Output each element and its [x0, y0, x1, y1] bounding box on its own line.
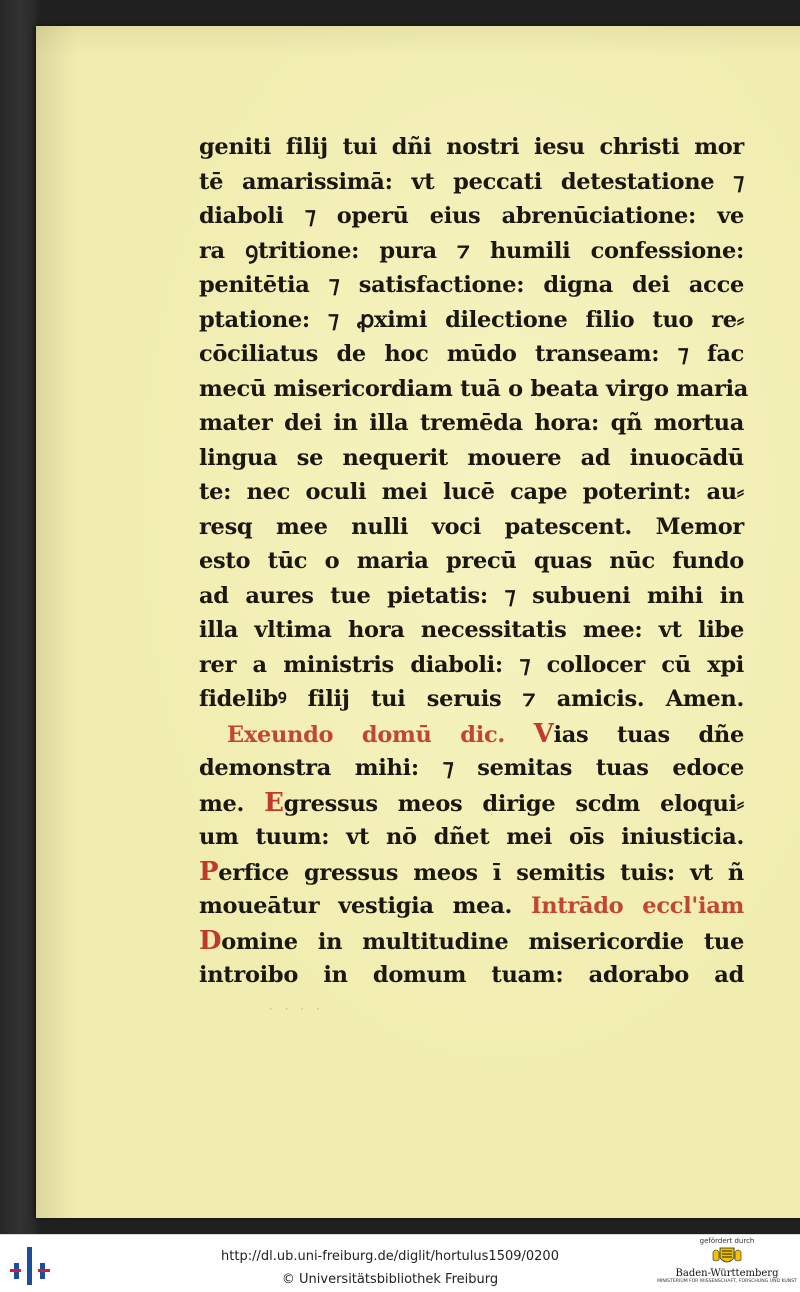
initial-d: D — [199, 925, 222, 956]
text-segment: omine in multitudine misericordie tue — [221, 928, 744, 955]
text-line: um tuum: vt nō dñet mei oīs iniusticia. — [199, 824, 744, 850]
text-line: tē amarissimā: vt peccati detestatione ⁊ — [199, 168, 744, 195]
text-line: lingua se nequerit mouere ad inuocādū — [199, 444, 744, 471]
text-line — [199, 786, 744, 821]
text-line: fidelibꝰ filij tui seruis ⁊ amicis. Amen. — [199, 686, 744, 712]
text-segment: me. — [199, 790, 265, 817]
rubric-enter: Intrādo eccl'iam — [530, 893, 744, 919]
text-segment: erfice gressus meos ī semitis tuis: vt ñ — [218, 859, 744, 886]
text-line: te: nec oculi mei lucē cape poterint: au⸗ — [199, 479, 744, 505]
text-line: cōciliatus de hoc mūdo transeam: ⁊ fac — [199, 341, 744, 367]
sponsor-name: Baden-Württemberg — [675, 1268, 779, 1279]
bleed-through-mark: · · · · — [269, 1002, 324, 1016]
ub-freiburg-logo-icon[interactable] — [10, 1245, 50, 1287]
text-line: diaboli ⁊ operū eius abrenūciatione: ve — [199, 203, 744, 229]
page-text-block — [199, 130, 749, 993]
rubric-exit: Exeundo domū dic. — [227, 721, 534, 748]
text-line: rer a ministris diaboli: ⁊ collocer cū xpi — [199, 651, 744, 678]
text-line: ra ꝯtritione: pura ⁊ humili confessione: — [199, 237, 744, 264]
permalink-url[interactable]: http://dl.ub.uni-freiburg.de/diglit/hortulus1509/0200 — [221, 1249, 559, 1264]
text-line: ad aures tue pietatis: ⁊ subueni mihi in — [199, 582, 744, 609]
text-line — [199, 924, 744, 959]
text-line: mecū misericordiam tuā o beata virgo maria — [199, 375, 749, 402]
text-segment: gressus meos dirige scdm eloqui⸗ — [283, 790, 744, 817]
baden-wuerttemberg-crest-icon — [656, 1246, 798, 1268]
sponsor-ministry: MINISTERIUM FÜR WISSENSCHAFT, FORSCHUNG UND KUNST — [657, 1279, 797, 1284]
sponsor-block — [656, 1237, 798, 1291]
initial-v: V — [533, 718, 554, 749]
text-segment: ias tuas dñe — [553, 721, 744, 748]
text-line — [199, 889, 744, 924]
text-line: esto tūc o maria precū quas nūc fundo — [199, 548, 744, 574]
text-line — [199, 855, 744, 890]
viewer-footer — [0, 1234, 800, 1292]
initial-e: E — [264, 787, 284, 818]
text-line: resq mee nulli voci patescent. Memor — [199, 513, 744, 540]
text-line: penitētia ⁊ satisfactione: digna dei acce — [199, 272, 744, 298]
text-line: introibo in domum tuam: adorabo ad — [199, 962, 744, 988]
text-line: mater dei in illa tremēda hora: qñ mortua — [199, 410, 744, 436]
text-line: geniti filij tui dñi nostri iesu christi mor — [199, 134, 744, 160]
copyright-notice: © Universitätsbibliothek Freiburg — [281, 1272, 499, 1287]
text-segment: moueātur vestigia mea. — [199, 893, 531, 919]
rubric-line — [199, 717, 744, 752]
text-line: illa vltima hora necessitatis mee: vt libe — [199, 617, 744, 643]
manuscript-page — [36, 26, 800, 1218]
text-line: demonstra mihi: ⁊ semitas tuas edoce — [199, 755, 744, 781]
initial-p: P — [199, 856, 219, 887]
text-line: ptatione: ⁊ ꝓximi dilectione filio tuo re⸗ — [199, 306, 744, 333]
sponsor-funded-by: gefördert durch — [699, 1237, 755, 1245]
